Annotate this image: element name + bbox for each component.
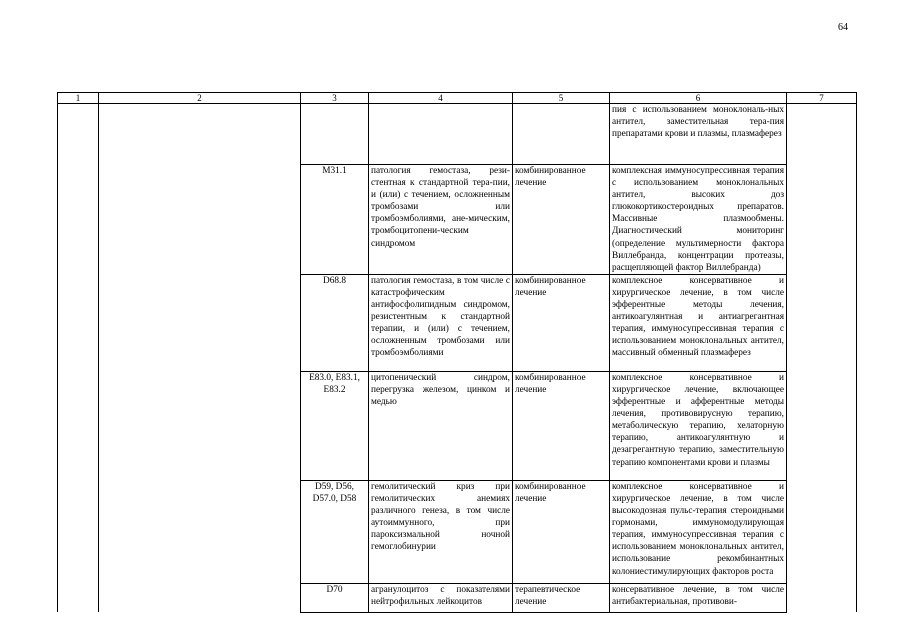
cell-method: консервативное лечение, в том числе антибактериальная, противови- (610, 583, 787, 612)
cell-col2 (99, 104, 301, 165)
cell-col1 (58, 480, 99, 583)
cell-condition: цитопенический синдром, перегрузка железом, цинком и медью (369, 371, 513, 480)
cell-treatment-type (513, 104, 610, 165)
table-row (58, 480, 857, 583)
cell-col7 (787, 165, 857, 275)
page-number: 64 (838, 22, 848, 33)
cell-col2 (99, 371, 301, 480)
column-header: 7 (787, 93, 857, 104)
cell-condition: агранулоцитоз с показателями нейтрофильных лейкоцитов (369, 583, 513, 612)
cell-code: M31.1 (301, 165, 369, 275)
treatment-table (57, 92, 857, 613)
column-header: 5 (513, 93, 610, 104)
cell-method: комплексное консервативное и хирургическое лечение, в том числе эфферентные методы лечения, антикоагулянтная и антиагрегантная терапия, иммуносупрессивная терапия с использованием моноклональных антител, массивный обменный плазмаферез (610, 274, 787, 371)
cell-treatment-type: комбинированное лечение (513, 165, 610, 275)
cell-col2 (99, 274, 301, 371)
cell-treatment-type: комбинированное лечение (513, 274, 610, 371)
table-row (58, 371, 857, 480)
column-header: 3 (301, 93, 369, 104)
cell-condition (369, 104, 513, 165)
cell-condition: патология гемостаза, в том числе с катастрофическим антифосфолипидным синдромом, резистентным к стандартной терапии, и (или) с течением, осложненным тромбозами или тромбоэмболиями (369, 274, 513, 371)
cell-col7 (787, 371, 857, 480)
column-header: 6 (610, 93, 787, 104)
cell-treatment-type: комбинированное лечение (513, 480, 610, 583)
cell-col2 (99, 480, 301, 583)
cell-method: пия с использованием моноклональ-ных антител, заместительная тера-пия препаратами крови и плазмы, плазмаферез (610, 104, 787, 165)
column-header: 2 (99, 93, 301, 104)
cell-treatment-type: терапевтическое лечение (513, 583, 610, 612)
cell-condition: гемолитический криз при гемолитических анемиях различного генеза, в том числе аутоиммунного, при пароксизмальной ночной гемоглобинурии (369, 480, 513, 583)
table-row (58, 104, 857, 165)
cell-method: комплексное консервативное и хирургическое лечение, включающее эфферентные и афферентные методы лечения, противовирусную терапию, метаболическую терапию, хелаторную терапию, антикоагулянтную и дезагрегантную терапию, заместительную терапию компонентами крови и плазмы (610, 371, 787, 480)
table-row (58, 274, 857, 371)
table-row (58, 165, 857, 275)
cell-col1 (58, 583, 99, 612)
cell-code: E83.0, E83.1, E83.2 (301, 371, 369, 480)
cell-col7 (787, 274, 857, 371)
cell-treatment-type: комбинированное лечение (513, 371, 610, 480)
cell-col1 (58, 274, 99, 371)
table-row (58, 583, 857, 612)
cell-condition: патология гемостаза, рези-стентная к стандартной тера-пии, и (или) с течением, осложненным тромбозами или тромбоэмболиями, ане-мическим, тромбоцитопени-ческим синдромом (369, 165, 513, 275)
cell-col1 (58, 371, 99, 480)
cell-col1 (58, 165, 99, 275)
cell-col7 (787, 104, 857, 165)
cell-col2 (99, 165, 301, 275)
cell-method: комплексное консервативное и хирургическое лечение, в том числе высокодозная пульс-терапия стероидными гормонами, иммуномодулирующая терапия, иммуносупрессивная терапия с использованием моноклональных антител, использование рекомбинантных колониестимулирующих факторов роста (610, 480, 787, 583)
cell-col2 (99, 583, 301, 612)
table-header-row (58, 93, 857, 104)
column-header: 1 (58, 93, 99, 104)
cell-col7 (787, 480, 857, 583)
cell-code (301, 104, 369, 165)
cell-code: D70 (301, 583, 369, 612)
cell-col1 (58, 104, 99, 165)
cell-code: D59, D56, D57.0, D58 (301, 480, 369, 583)
cell-method: комплексная иммуносупрессивная терапия с использованием моноклональных антител, высоких доз глюкокортикостероидных препаратов. Массивные плазмообмены. Диагностический мониторинг (определение мультимерности фактора Виллебранда, концентрации протеазы, расщепляющей фактор Виллебранда) (610, 165, 787, 275)
cell-code: D68.8 (301, 274, 369, 371)
cell-col7 (787, 583, 857, 612)
column-header: 4 (369, 93, 513, 104)
